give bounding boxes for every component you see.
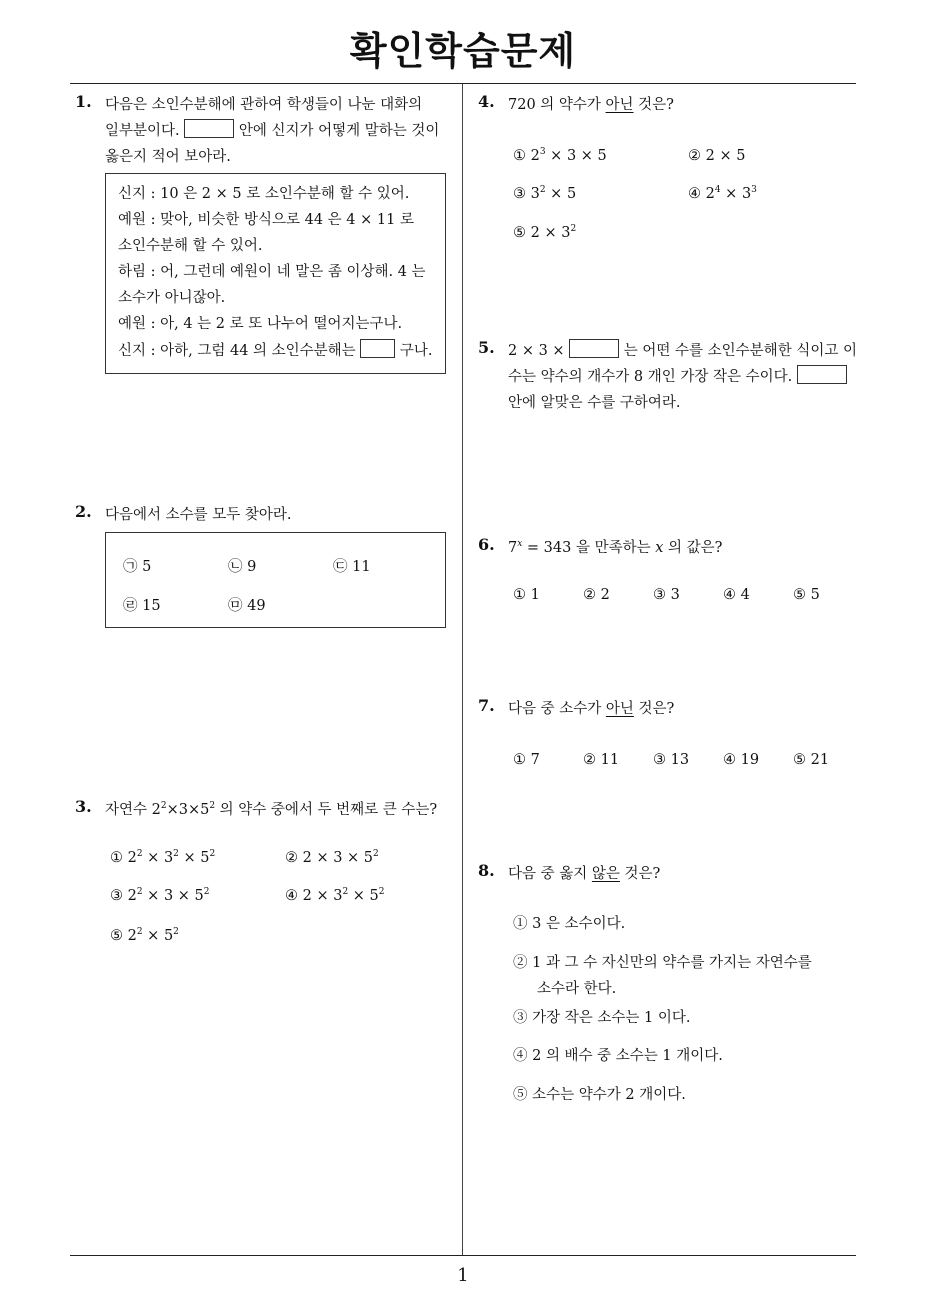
- dialog-line: 소수가 아니잖아.: [118, 290, 226, 306]
- text-fragment: 다음 중 소수가: [508, 701, 606, 717]
- option-2: ② 2: [583, 587, 610, 603]
- option-1: ① 7: [513, 752, 540, 768]
- text-fragment: 것은?: [633, 701, 675, 717]
- text-line: 옳은지 적어 보아라.: [105, 149, 231, 165]
- text-line: [508, 338, 857, 364]
- option-1: ① $2^3 \times 3 \times 5$: [513, 147, 607, 164]
- variable: x: [655, 540, 664, 556]
- text-fragment: 다음 중 옳지: [508, 866, 592, 882]
- question-number: 7.: [478, 696, 495, 715]
- option-2: ② 1 과 그 수 자신만의 약수를 가지는 자연수를: [513, 955, 812, 971]
- page-number: 1: [457, 1265, 469, 1286]
- dialog-line: 예원 : 아, 4 는 2 로 또 나누어 떨어지는구나.: [118, 316, 403, 332]
- option-2-continued: 소수라 한다.: [537, 981, 617, 997]
- option-5: ⑤ $2^2 \times 5^2$: [110, 927, 179, 944]
- option-3: ③ 3: [653, 587, 680, 603]
- text-fragment: 안에 신지가 어떻게 말하는 것이: [238, 123, 440, 139]
- option-3: ③ 13: [653, 752, 690, 768]
- text-fragment: 것은?: [633, 97, 674, 113]
- text-line: 안에 알맞은 수를 구하여라.: [508, 395, 681, 411]
- text-fragment: 수는 약수의 개수가 8 개인 가장 작은 수이다.: [508, 369, 793, 385]
- choice-item: ㉠ 5: [123, 559, 152, 575]
- bottom-rule: [70, 1255, 856, 1256]
- underlined-word: 않은: [591, 866, 620, 882]
- text-fragment: 자연수 2: [105, 802, 161, 818]
- option-2: ② 2 × 5: [688, 148, 746, 164]
- question-number: 4.: [478, 92, 495, 111]
- text-fragment: 의 값은?: [663, 540, 723, 556]
- option-5: ⑤ 21: [793, 752, 830, 768]
- underlined-word: 아닌: [605, 701, 634, 717]
- option-4: ④ $2^4 \times 3^3$: [688, 185, 757, 202]
- question-number: 8.: [478, 861, 495, 880]
- text-fragment: = 343 을 만족하는: [522, 540, 656, 556]
- text-fragment: 720 의 약수가: [508, 97, 606, 113]
- option-4: ④ 19: [723, 752, 760, 768]
- option-4: ④ 2 의 배수 중 소수는 1 개이다.: [513, 1048, 723, 1064]
- text-fragment: 7: [508, 540, 518, 556]
- top-rule: [70, 83, 856, 84]
- text-fragment: 의 약수 중에서 두 번째로 큰 수는?: [215, 802, 438, 818]
- answer-blank: [569, 339, 619, 358]
- text-fragment: 는 어떤 수를 소인수분해한 식이고 이: [623, 343, 857, 359]
- option-5: ⑤ 5: [793, 587, 820, 603]
- dialog-line: 하림 : 어, 그런데 예원이 네 말은 좀 이상해. 4 는: [118, 264, 426, 280]
- question-number: 5.: [478, 338, 495, 357]
- text-line: 다음은 소인수분해에 관하여 학생들이 나눈 대화의: [105, 97, 423, 113]
- question-number: 3.: [75, 797, 92, 816]
- option-3: ③ $3^2 \times 5$: [513, 185, 577, 202]
- exponent: x: [517, 539, 523, 549]
- question-text: [508, 338, 857, 416]
- option-4: ④ 4: [723, 587, 750, 603]
- question-text: [508, 535, 722, 561]
- option-1: ① 1: [513, 587, 540, 603]
- question-text: 다음에서 소수를 모두 찾아라.: [105, 507, 292, 523]
- option-2: ② $2 \times 3 \times 5^2$: [285, 849, 379, 866]
- dialog-line: 신지 : 10 은 2 × 5 로 소인수분해 할 수 있어.: [118, 186, 410, 202]
- underlined-word: 아닌: [605, 97, 634, 113]
- text-line: [105, 118, 439, 144]
- dialog-line: 예원 : 맞아, 비슷한 방식으로 44 은 4 × 11 로: [118, 212, 414, 228]
- option-2: ② 11: [583, 752, 620, 768]
- choice-item: ㉤ 49: [228, 598, 266, 614]
- text-fragment: 것은?: [619, 866, 661, 882]
- option-4: ④ $2 \times 3^2 \times 5^2$: [285, 887, 385, 904]
- question-text: [508, 696, 674, 722]
- option-1: ① 3 은 소수이다.: [513, 916, 626, 932]
- answer-blank: [360, 339, 395, 358]
- text-fragment: 2 × 3 ×: [508, 343, 565, 359]
- answer-blank: [797, 365, 847, 384]
- question-text: [508, 92, 674, 118]
- choice-item: ㉢ 11: [333, 559, 371, 575]
- option-3: ③ 가장 작은 소수는 1 이다.: [513, 1010, 691, 1026]
- question-text: [105, 92, 439, 170]
- page-title: 확인학습문제: [349, 29, 577, 73]
- choice-item: ㉣ 15: [123, 598, 161, 614]
- question-text: [105, 797, 437, 823]
- text-line: [508, 364, 857, 390]
- question-number: 1.: [75, 92, 92, 111]
- question-number: 6.: [478, 535, 495, 554]
- dialog-line: [118, 339, 433, 362]
- exponent: 2: [209, 801, 216, 811]
- text-fragment: ×3×5: [166, 802, 210, 818]
- column-divider: [462, 84, 463, 1255]
- choice-item: ㉡ 9: [228, 559, 257, 575]
- option-1: ① $2^2 \times 3^2 \times 5^2$: [110, 849, 216, 866]
- option-5: ⑤ 소수는 약수가 2 개이다.: [513, 1087, 686, 1103]
- choices-box: [105, 532, 446, 628]
- text-fragment: 신지 : 아하, 그럼 44 의 소인수분해는: [118, 343, 356, 359]
- text-fragment: 일부분이다.: [105, 123, 180, 139]
- question-number: 2.: [75, 502, 92, 521]
- exponent: 2: [160, 801, 167, 811]
- answer-blank: [184, 119, 234, 138]
- dialog-box: [105, 173, 446, 374]
- question-text: [508, 861, 660, 887]
- option-5: ⑤ $2 \times 3^2$: [513, 224, 577, 241]
- dialog-line: 소인수분해 할 수 있어.: [118, 238, 263, 254]
- text-fragment: 구나.: [399, 343, 433, 359]
- option-3: ③ $2^2 \times 3 \times 5^2$: [110, 887, 210, 904]
